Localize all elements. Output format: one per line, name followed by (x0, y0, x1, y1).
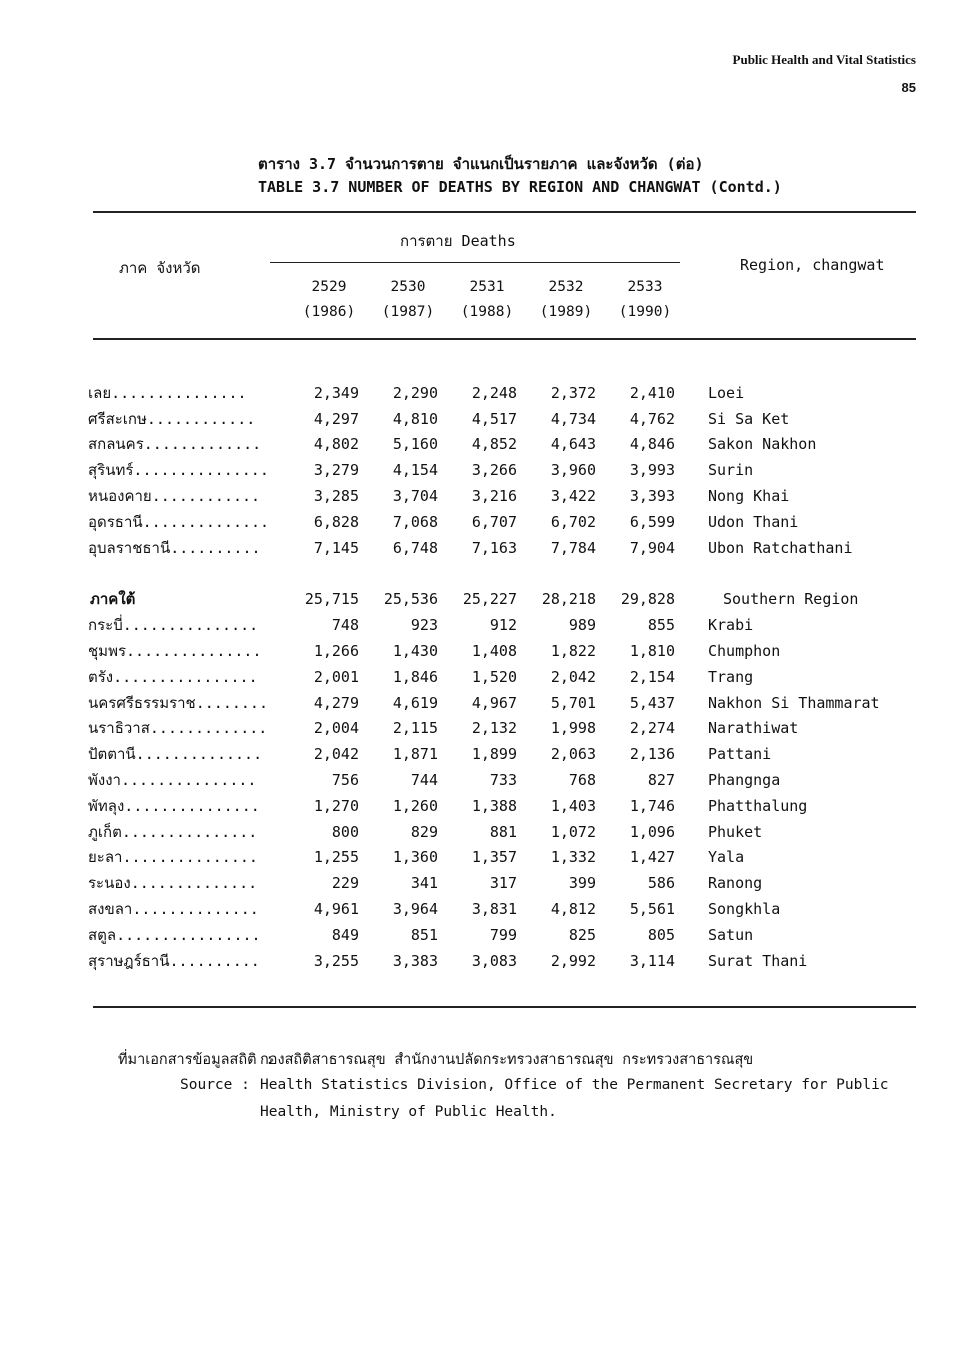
deaths-value: 6,828 (313, 512, 359, 531)
deaths-value: 25,715 (304, 590, 359, 609)
spacer-row (88, 561, 880, 587)
deaths-value: 28,218 (541, 590, 596, 609)
deaths-value: 2,372 (550, 383, 596, 402)
deaths-value: 825 (568, 925, 596, 944)
changwat-thai: สุรินทร์............... (88, 461, 269, 480)
changwat-thai: ภูเก็ต............... (88, 822, 258, 841)
changwat-english: Chumphon (708, 642, 781, 661)
deaths-value: 2,274 (629, 719, 675, 738)
changwat-thai: พังงา............... (88, 771, 257, 790)
deaths-value: 399 (568, 874, 596, 893)
table-top-rule (93, 211, 916, 213)
deaths-value: 1,403 (550, 796, 596, 815)
deaths-value: 1,270 (313, 796, 359, 815)
table-row (88, 793, 880, 819)
deaths-value: 7,904 (629, 538, 675, 557)
deaths-value: 1,899 (471, 745, 517, 764)
changwat-english: Udon Thani (708, 512, 799, 531)
deaths-value: 1,388 (471, 796, 517, 815)
deaths-value: 2,115 (392, 719, 438, 738)
deaths-value: 1,332 (550, 848, 596, 867)
deaths-value: 4,619 (392, 693, 438, 712)
deaths-value: 4,762 (629, 409, 675, 428)
deaths-value: 3,960 (550, 461, 596, 480)
source-thai-label: ที่มาเอกสารข้อมูลสถิติ : (118, 1052, 275, 1068)
changwat-english: Satun (708, 925, 754, 944)
year-header-be: 2531 (469, 279, 505, 295)
deaths-value: 1,746 (629, 796, 675, 815)
deaths-value: 229 (331, 874, 359, 893)
table-row (88, 741, 880, 767)
deaths-value: 989 (568, 616, 596, 635)
table-bottom-rule (93, 1006, 916, 1008)
deaths-value: 3,083 (471, 951, 517, 970)
table-row (88, 664, 880, 690)
deaths-value: 2,042 (313, 745, 359, 764)
deaths-value: 2,349 (313, 383, 359, 402)
caption-thai: ตาราง 3.7 จำนวนการตาย จำแนกเป็นรายภาค และจังหวัด (ต่อ) (258, 155, 704, 173)
deaths-value: 3,831 (471, 900, 517, 919)
changwat-thai: ระนอง.............. (88, 874, 258, 893)
deaths-value: 849 (331, 925, 359, 944)
deaths-value: 1,266 (313, 642, 359, 661)
table-row (88, 457, 880, 483)
deaths-value: 3,279 (313, 461, 359, 480)
deaths-value: 1,072 (550, 822, 596, 841)
year-header-be: 2530 (390, 279, 426, 295)
deaths-value: 744 (410, 771, 438, 790)
changwat-english: Surin (708, 461, 754, 480)
table-row (88, 767, 880, 793)
table-row (88, 845, 880, 871)
deaths-value: 3,285 (313, 487, 359, 506)
deaths-value: 2,042 (550, 667, 596, 686)
changwat-english: Phangnga (708, 771, 781, 790)
changwat-thai: พัทลุง............... (88, 796, 260, 815)
deaths-group-header: การตาย Deaths (400, 232, 516, 250)
deaths-value: 881 (489, 822, 517, 841)
changwat-thai: ชุมพร............... (88, 642, 262, 661)
year-header-ce: (1986) (302, 304, 356, 320)
deaths-value: 829 (410, 822, 438, 841)
deaths-value: 2,132 (471, 719, 517, 738)
deaths-value: 5,160 (392, 435, 438, 454)
deaths-value: 1,096 (629, 822, 675, 841)
table-row (88, 432, 880, 458)
year-header-ce: (1987) (381, 304, 435, 320)
deaths-value: 1,822 (550, 642, 596, 661)
source-text-line2: Health, Ministry of Public Health. (260, 1104, 557, 1120)
deaths-value: 3,383 (392, 951, 438, 970)
changwat-english: Yala (708, 848, 745, 867)
year-header-ce: (1989) (539, 304, 593, 320)
deaths-value: 912 (489, 616, 517, 635)
deaths-value: 2,004 (313, 719, 359, 738)
header-bottom-rule (93, 338, 916, 340)
changwat-english: Sakon Nakhon (708, 435, 817, 454)
changwat-thai: ศรีสะเกษ............ (88, 409, 256, 428)
changwat-english: Nong Khai (708, 487, 790, 506)
changwat-english: Songkhla (708, 900, 781, 919)
changwat-thai: สตูล................ (88, 925, 261, 944)
year-header-be: 2529 (311, 279, 347, 295)
changwat-thai: หนองคาย............ (88, 487, 261, 506)
deaths-value: 5,561 (629, 900, 675, 919)
deaths-value: 6,599 (629, 512, 675, 531)
deaths-value: 2,063 (550, 745, 596, 764)
source-label: Source : (180, 1077, 250, 1093)
deaths-table (88, 380, 880, 974)
deaths-value: 799 (489, 925, 517, 944)
deaths-value: 4,852 (471, 435, 517, 454)
table-row (88, 535, 880, 561)
table-row (88, 406, 880, 432)
changwat-english: Phuket (708, 822, 763, 841)
changwat-english: Narathiwat (708, 719, 799, 738)
page-number: 85 (901, 80, 916, 95)
deaths-value: 733 (489, 771, 517, 790)
deaths-value: 7,784 (550, 538, 596, 557)
changwat-thai: นราธิวาส............. (88, 719, 268, 738)
deaths-value: 3,993 (629, 461, 675, 480)
deaths-value: 2,001 (313, 667, 359, 686)
deaths-value: 4,517 (471, 409, 517, 428)
deaths-value: 3,255 (313, 951, 359, 970)
deaths-value: 3,393 (629, 487, 675, 506)
table-row (88, 638, 880, 664)
changwat-english: Ranong (708, 874, 763, 893)
table-row (88, 819, 880, 845)
table-row (88, 922, 880, 948)
deaths-value: 3,422 (550, 487, 596, 506)
deaths-value: 1,357 (471, 848, 517, 867)
deaths-value: 6,702 (550, 512, 596, 531)
deaths-value: 4,279 (313, 693, 359, 712)
deaths-value: 6,707 (471, 512, 517, 531)
deaths-value: 2,992 (550, 951, 596, 970)
year-header-ce: (1988) (460, 304, 514, 320)
deaths-value: 1,360 (392, 848, 438, 867)
table-row (88, 716, 880, 742)
table-row (88, 380, 880, 406)
deaths-value: 7,068 (392, 512, 438, 531)
deaths-value: 1,871 (392, 745, 438, 764)
changwat-thai: สกลนคร............. (88, 435, 262, 454)
changwat-thai: ยะลา............... (88, 848, 258, 867)
table-row (88, 509, 880, 535)
deaths-value: 756 (331, 771, 359, 790)
deaths-value: 3,114 (629, 951, 675, 970)
deaths-value: 5,437 (629, 693, 675, 712)
deaths-value: 5,701 (550, 693, 596, 712)
changwat-thai: นครศรีธรรมราช........ (88, 693, 268, 712)
deaths-value: 4,967 (471, 693, 517, 712)
deaths-value: 1,998 (550, 719, 596, 738)
deaths-value: 4,810 (392, 409, 438, 428)
deaths-value: 1,260 (392, 796, 438, 815)
region-thai-header: ภาค จังหวัด (119, 259, 201, 277)
source-thai-text: กองสถิติสาธารณสุข สำนักงานปลัดกระทรวงสาธารณสุข กระทรวงสาธารณสุข (260, 1052, 754, 1068)
changwat-english: Nakhon Si Thammarat (708, 693, 880, 712)
deaths-value: 4,643 (550, 435, 596, 454)
deaths-value: 2,136 (629, 745, 675, 764)
table-row (88, 690, 880, 716)
deaths-value: 4,961 (313, 900, 359, 919)
deaths-value: 4,734 (550, 409, 596, 428)
table-row (88, 870, 880, 896)
deaths-value: 800 (331, 822, 359, 841)
changwat-english: Trang (708, 667, 754, 686)
deaths-value: 2,154 (629, 667, 675, 686)
deaths-value: 2,248 (471, 383, 517, 402)
deaths-value: 6,748 (392, 538, 438, 557)
region-english-header: Region, changwat (740, 256, 885, 274)
deaths-value: 29,828 (620, 590, 675, 609)
deaths-value: 855 (647, 616, 675, 635)
deaths-value: 7,145 (313, 538, 359, 557)
deaths-value: 7,163 (471, 538, 517, 557)
deaths-value: 1,255 (313, 848, 359, 867)
changwat-thai: ปัตตานี.............. (88, 745, 263, 764)
deaths-value: 1,520 (471, 667, 517, 686)
year-header-ce: (1990) (618, 304, 672, 320)
deaths-value: 3,964 (392, 900, 438, 919)
changwat-english: Surat Thani (708, 951, 808, 970)
year-header-be: 2532 (548, 279, 584, 295)
table-row (88, 896, 880, 922)
source-text-line1: Health Statistics Division, Office of the Permanent Secretary for Public (260, 1077, 889, 1093)
changwat-thai: สุราษฎร์ธานี.......... (88, 951, 260, 970)
deaths-value: 851 (410, 925, 438, 944)
deaths-value: 1,430 (392, 642, 438, 661)
changwat-thai: สงขลา.............. (88, 900, 259, 919)
deaths-value: 1,408 (471, 642, 517, 661)
changwat-english: Si Sa Ket (708, 409, 790, 428)
deaths-value: 1,427 (629, 848, 675, 867)
deaths-value: 25,227 (462, 590, 517, 609)
changwat-thai: ภาคใต้ (90, 590, 136, 609)
deaths-value: 2,410 (629, 383, 675, 402)
deaths-value: 25,536 (383, 590, 438, 609)
caption-english: TABLE 3.7 NUMBER OF DEATHS BY REGION AND CHANGWAT (Contd.) (258, 178, 782, 196)
deaths-value: 4,812 (550, 900, 596, 919)
changwat-english: Pattani (708, 745, 772, 764)
deaths-value: 1,810 (629, 642, 675, 661)
deaths-value: 3,704 (392, 487, 438, 506)
deaths-value: 748 (331, 616, 359, 635)
deaths-value: 768 (568, 771, 596, 790)
changwat-thai: กระบี่............... (88, 616, 259, 635)
changwat-english: Krabi (708, 616, 754, 635)
changwat-english: Ubon Ratchathani (708, 538, 853, 557)
deaths-value: 317 (489, 874, 517, 893)
changwat-english: Loei (708, 383, 745, 402)
changwat-english: Phatthalung (708, 796, 808, 815)
deaths-value: 3,266 (471, 461, 517, 480)
region-total-row (88, 587, 880, 613)
deaths-span-rule (270, 262, 680, 263)
deaths-value: 2,290 (392, 383, 438, 402)
deaths-value: 341 (410, 874, 438, 893)
deaths-value: 4,154 (392, 461, 438, 480)
changwat-thai: เลย............... (88, 383, 247, 402)
deaths-value: 4,297 (313, 409, 359, 428)
changwat-english: Southern Region (723, 590, 859, 609)
deaths-value: 4,846 (629, 435, 675, 454)
running-title: Public Health and Vital Statistics (732, 52, 916, 67)
table-row (88, 948, 880, 974)
deaths-value: 1,846 (392, 667, 438, 686)
table-row (88, 483, 880, 509)
changwat-thai: อุดรธานี.............. (88, 512, 270, 531)
changwat-thai: ตรัง................ (88, 667, 258, 686)
deaths-value: 805 (647, 925, 675, 944)
year-header-be: 2533 (627, 279, 663, 295)
deaths-value: 586 (647, 874, 675, 893)
deaths-value: 3,216 (471, 487, 517, 506)
changwat-thai: อุบลราชธานี.......... (88, 538, 261, 557)
deaths-value: 923 (410, 616, 438, 635)
table-row (88, 612, 880, 638)
deaths-value: 827 (647, 771, 675, 790)
deaths-value: 4,802 (313, 435, 359, 454)
